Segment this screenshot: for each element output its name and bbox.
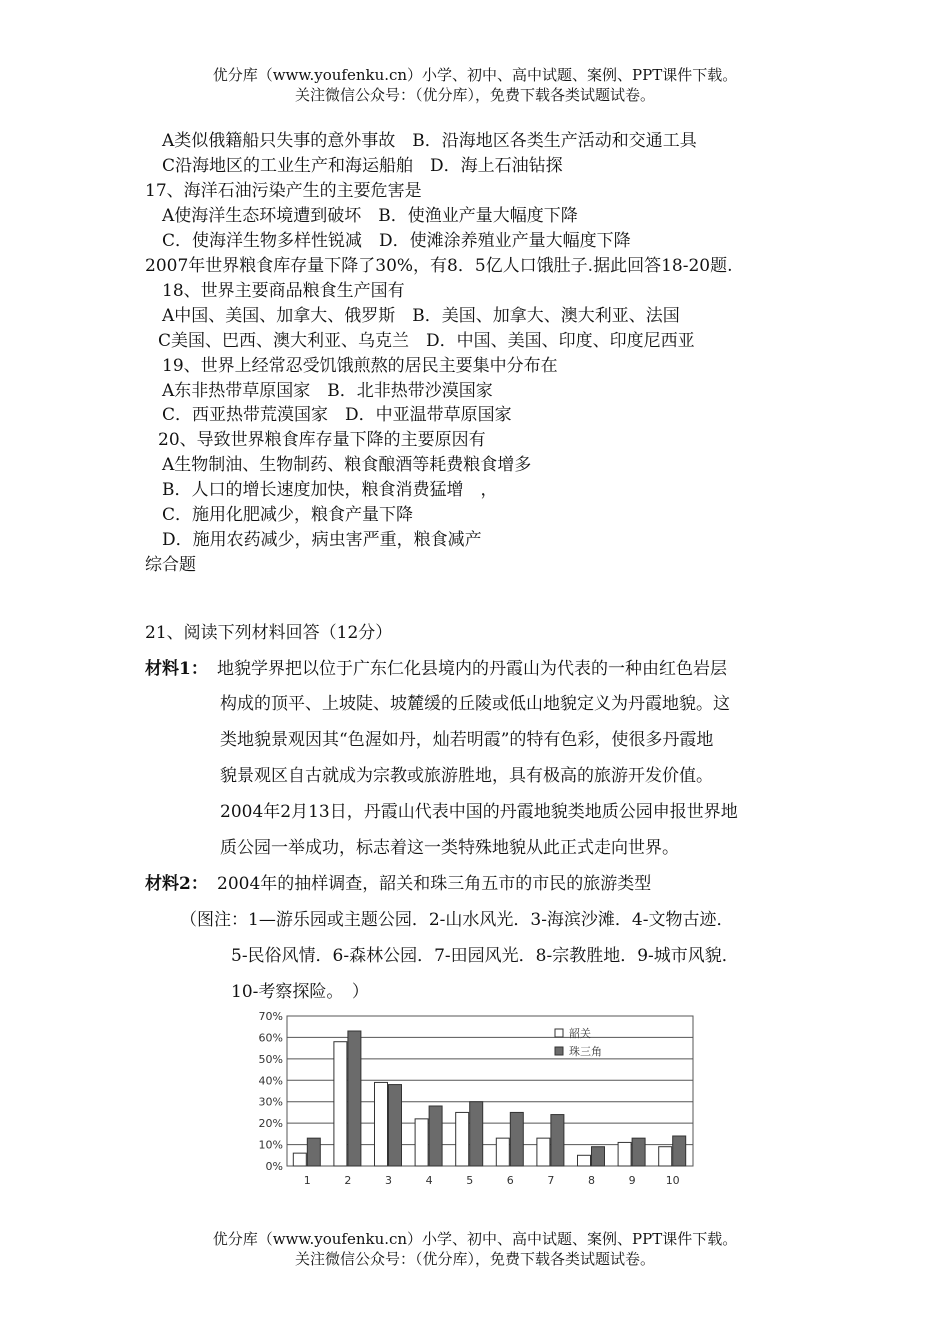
x-tick-label: 8	[588, 1174, 595, 1187]
bar-shaoguan	[293, 1153, 306, 1166]
y-tick-label: 40%	[258, 1074, 283, 1088]
footer-line-2: 关注微信公众号：（优分库），免费下载各类试题试卷。	[294, 1250, 655, 1268]
x-tick-label: 3	[385, 1174, 392, 1187]
q16-options-ab: A类似俄籍船只失事的意外事故 B．沿海地区各类生产活动和交通工具	[162, 131, 697, 151]
x-tick-label: 6	[506, 1174, 514, 1187]
x-tick-label: 9	[628, 1174, 636, 1187]
section-title: 综合题	[145, 555, 196, 575]
bar-shaoguan	[496, 1138, 509, 1166]
q20-option-b: B．人口的增长速度加快，粮食消费猛增 ，	[162, 480, 498, 500]
x-tick-label: 5	[466, 1174, 474, 1187]
q17-options-cd: C．使海洋生物多样性锐减 D．使滩涂养殖业产量大幅度下降	[162, 231, 631, 251]
q18-options-ab: A中国、美国、加拿大、俄罗斯 B．美国、加拿大、澳大利亚、法国	[162, 306, 680, 326]
bar-pearl-river-delta	[429, 1106, 442, 1166]
bar-shaoguan	[537, 1138, 550, 1166]
q18-options-cd: C美国、巴西、澳大利亚、乌克兰 D．中国、美国、印度、印度尼西亚	[158, 331, 695, 351]
x-tick-label: 4	[425, 1174, 433, 1187]
bar-pearl-river-delta	[673, 1136, 686, 1166]
material-1-line: 构成的顶平、上坡陡、坡麓缓的丘陵或低山地貌定义为丹霞地貌。这	[220, 694, 730, 714]
y-tick-label: 50%	[258, 1052, 283, 1066]
y-tick-label: 20%	[258, 1117, 283, 1131]
q20-option-c: C．施用化肥减少，粮食产量下降	[162, 505, 414, 525]
chart-note-line: 10-考察探险。 ）	[231, 982, 369, 1002]
bar-pearl-river-delta	[551, 1115, 564, 1166]
y-tick-label: 10%	[258, 1138, 283, 1152]
bar-shaoguan	[334, 1042, 347, 1166]
legend-swatch	[555, 1047, 563, 1055]
x-tick-label: 7	[547, 1174, 555, 1187]
header-line-1: 优分库（www.youfenku.cn）小学、初中、高中试题、案例、PPT课件下载。	[212, 66, 738, 84]
x-tick-label: 1	[303, 1174, 311, 1187]
q17-options-ab: A使海洋生态环境遭到破坏 B．使渔业产量大幅度下降	[162, 206, 578, 226]
material-1-label: 材料1：	[145, 659, 208, 679]
q19-options-ab: A东非热带草原国家 B．北非热带沙漠国家	[162, 381, 493, 401]
bar-pearl-river-delta	[632, 1138, 645, 1166]
q20-stem: 20、导致世界粮食库存量下降的主要原因有	[158, 430, 486, 450]
material-1-line: 质公园一举成功，标志着这一类特殊地貌从此正式走向世界。	[220, 838, 679, 858]
bar-pearl-river-delta	[389, 1085, 402, 1166]
q19-options-cd: C．西亚热带荒漠国家 D．中亚温带草原国家	[162, 405, 512, 425]
bar-shaoguan	[456, 1112, 469, 1166]
legend-swatch	[555, 1029, 563, 1037]
header-line-2: 关注微信公众号：（优分库），免费下载各类试题试卷。	[294, 86, 655, 104]
material-1-line: 类地貌景观因其“色渥如丹，灿若明霞”的特有色彩，使很多丹霞地	[220, 730, 714, 750]
q17-stem: 17、海洋石油污染产生的主要危害是	[145, 181, 422, 201]
q18-stem: 18、世界主要商品粮食生产国有	[162, 281, 405, 301]
q20-option-d: D．施用农药减少，病虫害严重，粮食减产	[162, 530, 482, 550]
bar-shaoguan	[375, 1082, 388, 1166]
bar-pearl-river-delta	[510, 1112, 523, 1166]
bar-pearl-river-delta	[307, 1138, 320, 1166]
bar-pearl-river-delta	[592, 1147, 605, 1166]
tourism-bar-chart	[228, 1009, 703, 1189]
legend-label: 韶关	[569, 1027, 591, 1040]
y-tick-label: 30%	[258, 1095, 283, 1109]
material-1-line: 2004年2月13日，丹霞山代表中国的丹霞地貌类地质公园申报世界地	[220, 802, 738, 822]
footer-line-1: 优分库（www.youfenku.cn）小学、初中、高中试题、案例、PPT课件下载。	[212, 1230, 738, 1248]
intro-18-20: 2007年世界粮食库存量下降了30%，有8．5亿人口饿肚子.据此回答18-20题.	[145, 256, 733, 276]
material-1-line: 貌景观区自古就成为宗教或旅游胜地，具有极高的旅游开发价值。	[220, 766, 713, 786]
y-tick-label: 0%	[265, 1160, 283, 1173]
chart-note-line: （图注：1—游乐园或主题公园．2-山水风光．3-海滨沙滩．4-文物古迹．	[180, 910, 734, 930]
x-tick-label: 10	[665, 1174, 680, 1187]
bar-shaoguan	[659, 1147, 672, 1166]
bar-shaoguan	[578, 1155, 591, 1166]
material-2-label: 材料2：	[145, 874, 208, 894]
material-2-text: 2004年的抽样调查，韶关和珠三角五市的市民的旅游类型	[217, 874, 652, 894]
legend-label: 珠三角	[569, 1045, 602, 1058]
bar-pearl-river-delta	[348, 1031, 361, 1166]
q16-options-cd: C沿海地区的工业生产和海运船舶 D．海上石油钻探	[162, 156, 563, 176]
q19-stem: 19、世界上经常忍受饥饿煎熬的居民主要集中分布在	[162, 356, 558, 376]
bar-shaoguan	[618, 1142, 631, 1166]
chart-note-line: 5-民俗风情．6-森林公园．7-田园风光．8-宗教胜地．9-城市风貌．	[231, 946, 739, 966]
bar-pearl-river-delta	[470, 1102, 483, 1166]
x-tick-label: 2	[344, 1174, 352, 1187]
bar-shaoguan	[415, 1119, 428, 1166]
q21-stem: 21、阅读下列材料回答（12分）	[145, 623, 393, 643]
q20-option-a: A生物制油、生物制药、粮食酿酒等耗费粮食增多	[162, 455, 532, 475]
y-tick-label: 60%	[258, 1031, 283, 1045]
y-tick-label: 70%	[258, 1010, 283, 1023]
material-1-line: 地貌学界把以位于广东仁化县境内的丹霞山为代表的一种由红色岩层	[217, 659, 727, 679]
